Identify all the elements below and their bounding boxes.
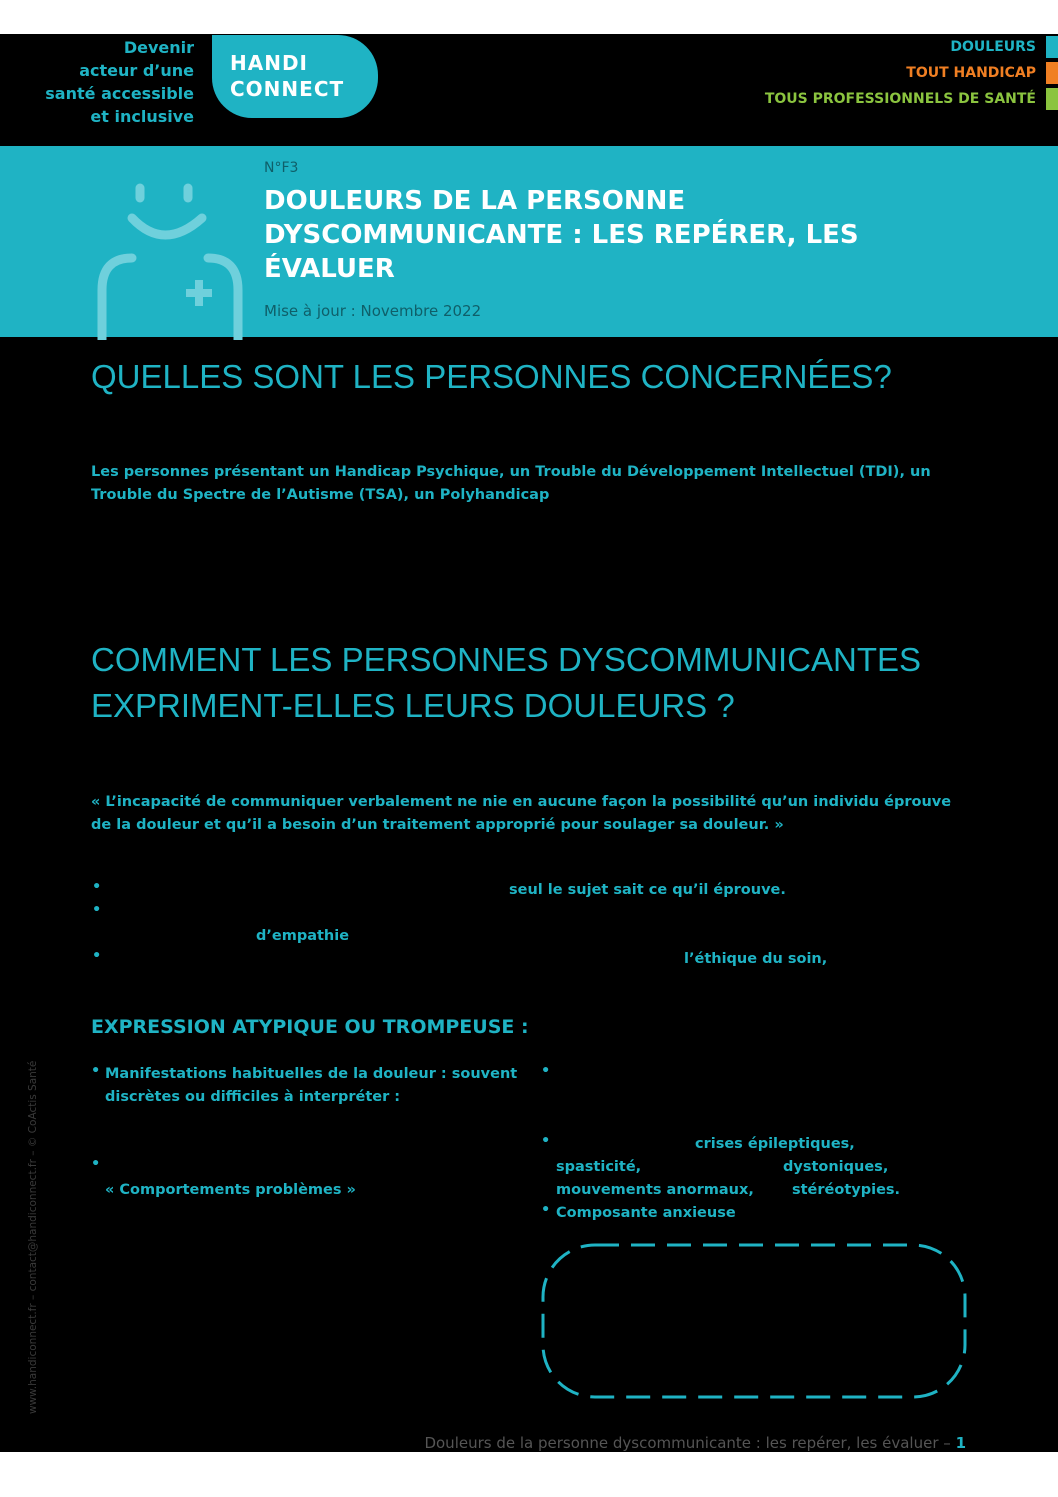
bullet-dot: • [92,948,102,964]
left-bullet-manifestations: Manifestations habituelles de la douleur : souvent discrètes ou difficiles à interpréter : [105,1066,518,1105]
right-text-stereotypies: stéréotypies. [792,1182,901,1198]
bullet-text-sujet: seul le sujet sait ce qu’il éprouve. [509,882,786,898]
side-credits: www.handiconnect.fr – contact@handiconnect.fr – © CoActis Santé [27,1060,39,1414]
bullet-text-ethique: l’éthique du soin, [684,951,828,967]
section-heading-expression-atypique: EXPRESSION ATYPIQUE OU TROMPEUSE : [91,1016,529,1038]
bullet-dot: • [541,1133,551,1149]
tag-professionnels: TOUS PROFESSIONNELS DE SANTÉ [698,86,1058,112]
bullet-dot: • [92,902,102,918]
bullet-text-empathie: d’empathie [256,928,350,944]
tag-color-bar [1046,62,1058,84]
section-heading-expression-douleur: COMMENT LES PERSONNES DYSCOMMUNICANTES EXPRIMENT-ELLES LEURS DOULEURS ? [91,641,921,724]
tag-douleurs: DOULEURS [698,34,1058,60]
tag-color-bar [1046,88,1058,110]
page-footer: Douleurs de la personne dyscommunicante : les repérer, les évaluer – 1 [424,1434,966,1452]
right-text-dystoniques: dystoniques, [783,1159,889,1175]
update-date: Mise à jour : Novembre 2022 [264,302,482,320]
category-tags [698,34,1058,112]
tag-tout-handicap: TOUT HANDICAP [698,60,1058,86]
page-number: 1 [955,1434,966,1452]
fiche-number: N°F3 [264,160,299,176]
section-text-personnes: Les personnes présentant un Handicap Psychique, un Trouble du Développement Intellectuel (TDI), un Trouble du Spectre de l’Autisme (TSA), un Polyhandicap [91,464,931,503]
handiconnect-logo: HANDI CONNECT [212,35,378,118]
title-banner [0,146,1058,337]
bullet-dot: • [92,879,102,895]
bullet-dot: • [91,1063,101,1079]
bullet-dot: • [541,1202,551,1218]
document-page [0,34,1058,1452]
bullet-dot: • [541,1063,551,1079]
tagline: Devenir acteur d’une santé accessible et inclusive [45,38,194,126]
right-text-spasticite: spasticité, [556,1159,642,1175]
section-heading-personnes-concernees: QUELLES SONT LES PERSONNES CONCERNÉES? [91,358,892,395]
document-title: DOULEURS DE LA PERSONNE DYSCOMMUNICANTE : LES REPÉRER, LES ÉVALUER [264,186,859,284]
quote-text: « L’incapacité de communiquer verbalement ne nie en aucune façon la possibilité qu’un individu éprouve de la douleur et qu’il a besoin d’un traitement approprié pour soulager sa douleur. » [91,794,952,833]
left-bullet-comportements: « Comportements problèmes » [105,1182,356,1198]
tag-color-bar [1046,36,1058,58]
doctor-smiley-icon [92,180,252,340]
right-text-mouvements: mouvements anormaux, [556,1182,754,1198]
dashed-info-box [540,1242,970,1402]
bullet-dot: • [91,1156,101,1172]
right-text-crises: crises épileptiques, [695,1136,855,1152]
right-text-anxieuse: Composante anxieuse [556,1205,736,1221]
